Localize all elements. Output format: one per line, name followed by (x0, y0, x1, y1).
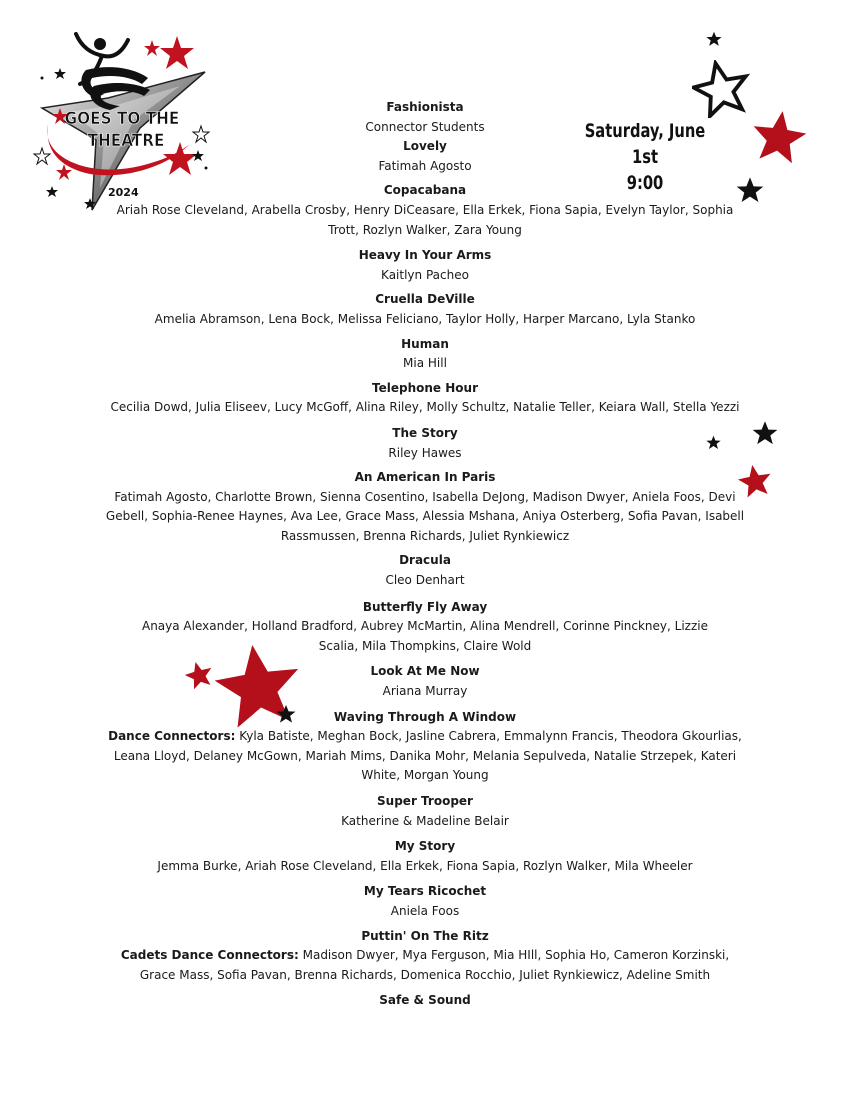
act-performers (90, 266, 760, 286)
act-title: My Story (394, 839, 456, 854)
logo-line1: GOES TO THE (64, 109, 180, 129)
act-title: Dracula (399, 553, 451, 568)
act-performers (90, 682, 760, 702)
performer-names: Cecilia Dowd, Julia Eliseev, Lucy McGoff, Alina Riley, Molly Schultz, Natalie Teller, Keiara Wall, Stella Yezzi (110, 400, 740, 415)
act-title: Human (401, 336, 449, 351)
performer-names: Anaya Alexander, Holland Bradford, Aubrey McMartin, Alina Mendrell, Corinne Pinckney, Lizzie Scalia, Mila Thompkins, Claire Wold (141, 619, 708, 653)
performer-names: Ariana Murray (382, 684, 468, 699)
act-performers (90, 157, 760, 177)
performer-names: Kyla Batiste, Meghan Bock, Jasline Cabrera, Emmalynn Francis, Theodora Gkourlias, Leana Lloyd, Delaney McGown, Mariah Mims, Danika Mohr, Melania Sepulveda, Natalie Strzepek, Kateri White, Morgan Young (113, 729, 742, 783)
act-performers (90, 902, 760, 922)
act-title: Waving Through A Window (333, 709, 517, 724)
group-label: Dance Connectors: (108, 729, 236, 744)
act-performers (90, 812, 760, 832)
program-act (90, 246, 760, 285)
star-small-black-top (706, 31, 722, 47)
program-act (90, 98, 760, 137)
act-performers (90, 398, 760, 418)
act-performers (90, 118, 760, 138)
logo-year: 2024 (108, 186, 139, 199)
act-performers (90, 571, 760, 591)
program-act (90, 551, 760, 590)
act-performers (90, 354, 760, 374)
act-title: An American In Paris (354, 470, 496, 485)
program-act (90, 181, 760, 240)
program-act (90, 468, 760, 546)
program-act (90, 598, 760, 657)
act-performers (115, 201, 735, 240)
program-act (90, 991, 760, 1011)
performer-names: Fatimah Agosto (378, 158, 472, 173)
act-title: My Tears Ricochet (363, 884, 487, 899)
program-act (90, 335, 760, 374)
act-title: Cruella DeVille (375, 292, 475, 307)
performer-names: Amelia Abramson, Lena Bock, Melissa Feliciano, Taylor Holly, Harper Marcano, Lyla Stanko (154, 311, 696, 326)
act-performers (95, 727, 755, 786)
act-performers (105, 946, 745, 985)
program-act (90, 424, 760, 463)
program-act (90, 927, 760, 986)
program-act (90, 137, 760, 176)
program-act (90, 290, 760, 329)
program-list (87, 98, 760, 1011)
performer-names: Riley Hawes (388, 445, 462, 460)
program-act (90, 379, 760, 418)
act-performers (105, 488, 745, 547)
act-performers (135, 617, 715, 656)
performer-names: Mia Hill (403, 356, 447, 371)
logo-line2: THEATRE (87, 131, 165, 151)
program-act (90, 792, 760, 831)
program-act (90, 882, 760, 921)
performer-names: Aniela Foos (390, 903, 460, 918)
act-title: Lovely (403, 139, 447, 154)
act-title: Telephone Hour (372, 380, 478, 395)
act-title: Butterfly Fly Away (362, 599, 488, 614)
act-title: Puttin' On The Ritz (361, 928, 489, 943)
act-title: Copacabana (383, 183, 467, 198)
performer-names: Katherine & Madeline Belair (341, 813, 509, 828)
act-performers (90, 857, 760, 877)
act-title: Look At Me Now (370, 664, 480, 679)
program-act (90, 837, 760, 876)
act-performers (90, 310, 760, 330)
program-act (90, 708, 760, 786)
act-title: The Story (392, 425, 458, 440)
logo-red-star-small (144, 40, 160, 56)
logo-red-star-top (160, 36, 194, 69)
act-title: Super Trooper (377, 794, 473, 808)
performer-names: Madison Dwyer, Mya Ferguson, Mia HIll, Sophia Ho, Cameron Korzinski, Grace Mass, Sofia Pavan, Brenna Richards, Domenica Rocchio, Juliet Rynkiewicz, Adeline Smith (139, 948, 730, 982)
program-act (90, 662, 760, 701)
group-label: Cadets Dance Connectors: (120, 948, 299, 963)
performer-names: Kaitlyn Pacheo (381, 267, 469, 282)
performer-names: Jemma Burke, Ariah Rose Cleveland, Ella Erkek, Fiona Sapia, Rozlyn Walker, Mila Wheeler (157, 858, 693, 873)
act-title: Heavy In Your Arms (358, 248, 492, 263)
act-performers (90, 444, 760, 464)
act-title: Safe & Sound (379, 993, 471, 1008)
performer-names: Fatimah Agosto, Charlotte Brown, Sienna Cosentino, Isabella DeJong, Madison Dwyer, Aniela Foos, Devi Gebell, Sophia-Renee Haynes, Ava Lee, Grace Mass, Alessia Mshana, Aniya Osterberg, Sofia Pavan, Isabell Rassmussen, Brenna Richards, Juliet Rynkiewicz (105, 489, 745, 543)
performer-names: Cleo Denhart (385, 573, 465, 588)
show-date: Saturday, June 1st (584, 120, 706, 168)
performer-names: Connector Students (365, 119, 485, 134)
show-time: 9:00 (626, 172, 664, 194)
performer-names: Ariah Rose Cleveland, Arabella Crosby, Henry DiCeasare, Ella Erkek, Fiona Sapia, Evelyn Taylor, Sophia Trott, Rozlyn Walker, Zara Young (116, 202, 734, 237)
act-title: Fashionista (386, 100, 464, 114)
